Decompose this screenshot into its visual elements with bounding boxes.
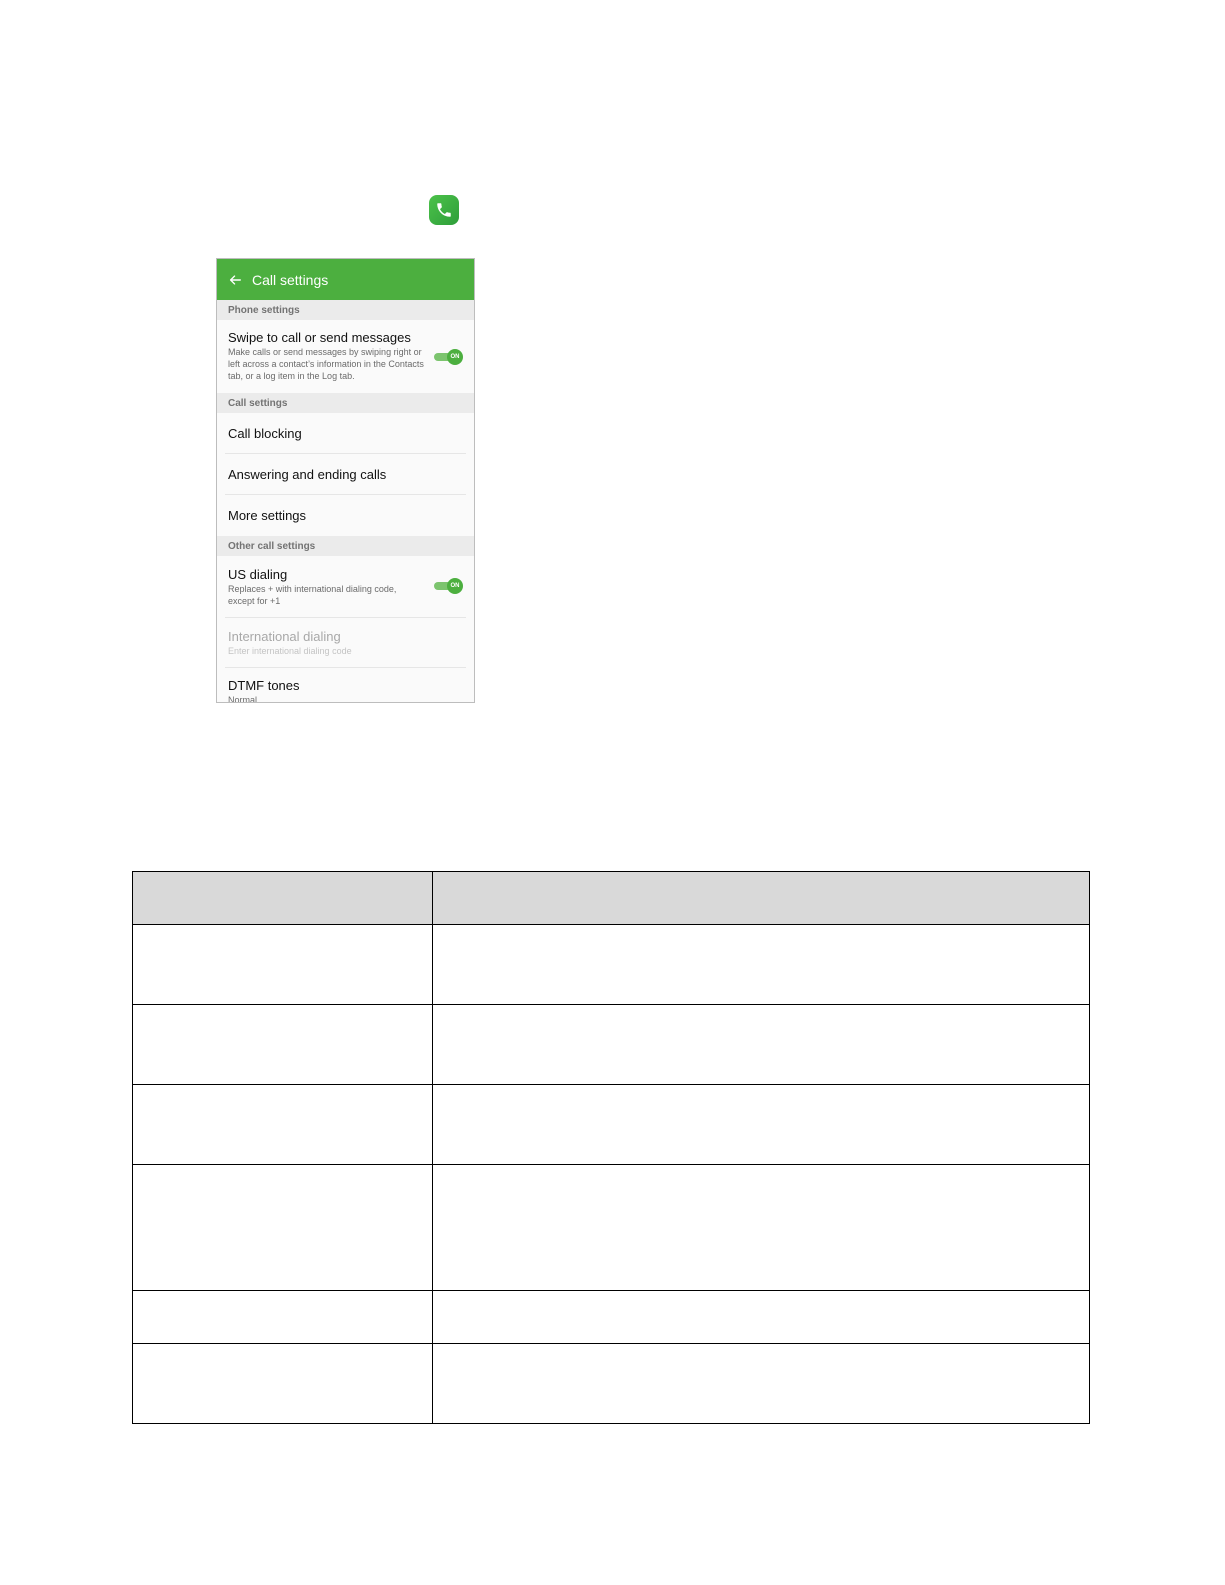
- table-cell: [433, 1085, 1090, 1165]
- toggle-knob: ON: [447, 578, 463, 594]
- setting-title: International dialing: [228, 629, 341, 644]
- table-row: [133, 1165, 1090, 1291]
- table-cell: [433, 1005, 1090, 1085]
- table-row: [133, 1291, 1090, 1344]
- phone-icon: [435, 201, 453, 219]
- table-cell: [433, 1165, 1090, 1291]
- table-header-cell: [133, 872, 433, 925]
- setting-title: US dialing: [228, 567, 288, 582]
- setting-description: Make calls or send messages by swiping right or left across a contact’s information in the Contacts tab, or a log item in the Log tab.: [228, 347, 424, 381]
- setting-description: Enter international dialing code: [228, 646, 352, 656]
- table-cell: [133, 1165, 433, 1291]
- table-cell: [133, 1085, 433, 1165]
- arrow-left-icon[interactable]: [228, 273, 242, 287]
- swipe-to-call-setting[interactable]: [217, 320, 474, 393]
- setting-title: More settings: [228, 507, 307, 523]
- section-header-call-settings: Call settings: [217, 393, 474, 413]
- table-cell: [433, 1344, 1090, 1424]
- answering-ending-calls-item[interactable]: [217, 454, 474, 495]
- app-bar: [217, 259, 474, 300]
- call-settings-screen: [216, 258, 475, 703]
- table-cell: [433, 1291, 1090, 1344]
- toggle-knob: ON: [447, 349, 463, 365]
- us-dialing-setting[interactable]: [217, 556, 474, 618]
- setting-description: Normal: [228, 695, 258, 703]
- table-cell: [133, 1344, 433, 1424]
- section-header-other-call-settings: Other call settings: [217, 536, 474, 556]
- international-dialing-setting: [217, 618, 474, 668]
- more-settings-item[interactable]: [217, 495, 474, 536]
- table-row: [133, 1344, 1090, 1424]
- page-title: Call settings: [252, 271, 329, 288]
- table-row: [133, 925, 1090, 1005]
- setting-title: Answering and ending calls: [228, 466, 387, 482]
- setting-title: Call blocking: [228, 425, 302, 441]
- table-cell: [433, 925, 1090, 1005]
- phone-app-icon[interactable]: [429, 195, 459, 225]
- call-blocking-item[interactable]: [217, 413, 474, 454]
- us-dialing-toggle[interactable]: [434, 578, 463, 593]
- table-cell: [133, 1005, 433, 1085]
- setting-description: Replaces + with international dialing code, except for +1: [228, 584, 397, 606]
- table-cell: [133, 1291, 433, 1344]
- section-header-phone-settings: Phone settings: [217, 300, 474, 320]
- setting-title: Swipe to call or send messages: [228, 330, 411, 345]
- setting-title: DTMF tones: [228, 678, 300, 693]
- settings-table: [132, 871, 1090, 1424]
- swipe-toggle[interactable]: [434, 349, 463, 364]
- table-header-cell: [433, 872, 1090, 925]
- table-cell: [133, 925, 433, 1005]
- table-header-row: [133, 872, 1090, 925]
- table-row: [133, 1085, 1090, 1165]
- table-row: [133, 1005, 1090, 1085]
- dtmf-tones-setting[interactable]: [217, 668, 474, 703]
